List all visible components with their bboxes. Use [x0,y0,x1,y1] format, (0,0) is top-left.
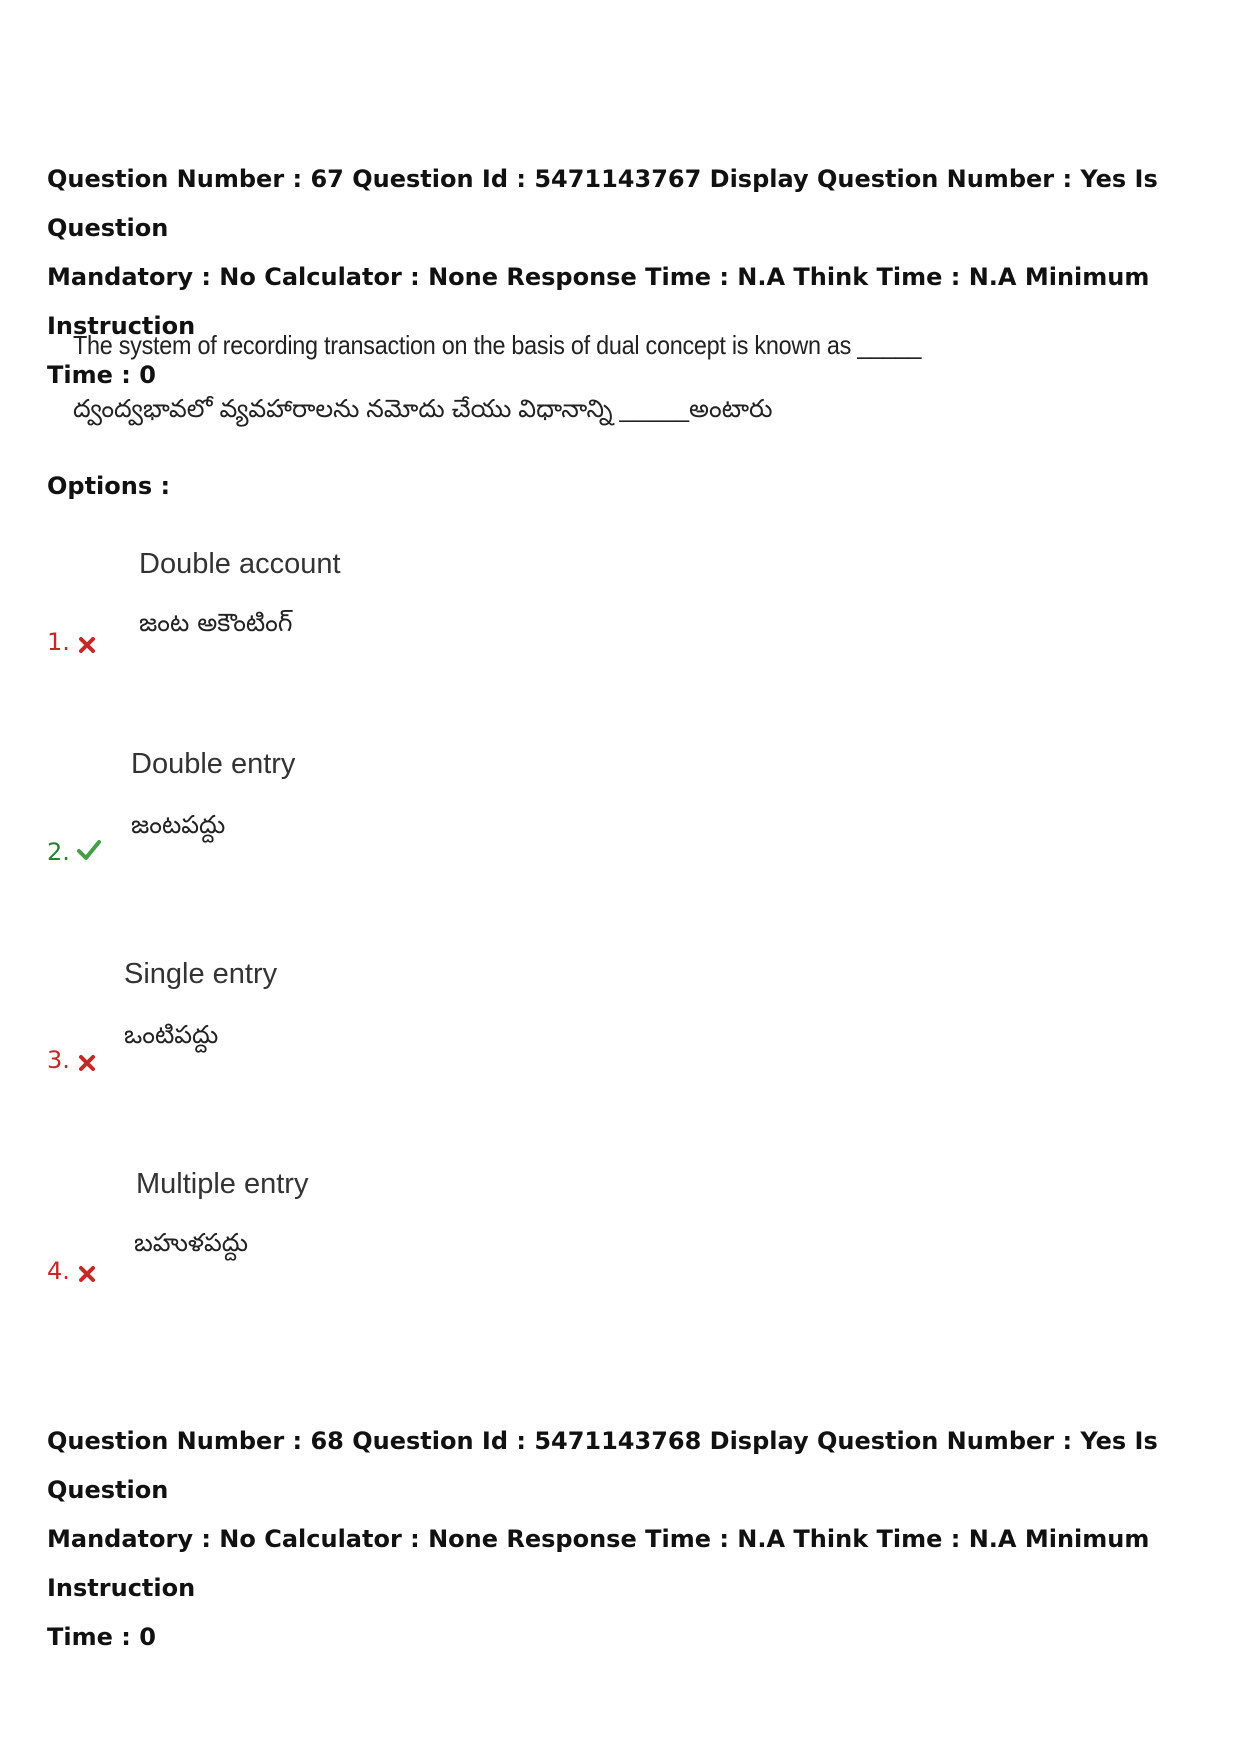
option-4-telugu: బహుళపద్దు [134,1228,249,1257]
question-text-english: The system of recording transaction on the basis of dual concept is known as _____ [73,330,922,360]
question-68-meta-line2: Mandatory : No Calculator : None Response Time : N.A Think Time : N.A Minimum Instruction [47,1525,1150,1602]
question-text-telugu: ద్వంద్వభావలో వ్యవహారాలను నమోదు చేయు విధానాన్ని _____అంటారు [73,395,773,423]
option-2-telugu: జంటపద్దు [131,810,226,839]
check-icon [77,839,101,861]
option-3-english: Single entry [124,958,278,990]
option-2 [0,740,1240,880]
question-67-meta [47,155,1207,400]
cross-icon [77,1264,97,1284]
question-67-meta-line1: Question Number : 67 Question Id : 5471143767 Display Question Number : Yes Is Question [47,165,1158,242]
option-4 [0,1160,1240,1300]
option-4-english: Multiple entry [136,1168,309,1200]
option-1-number: 1. [47,628,70,656]
cross-icon [77,635,97,655]
options-label: Options : [47,472,171,500]
option-1-english: Double account [139,548,341,580]
option-4-number: 4. [47,1257,70,1285]
option-1-telugu: జంట అకౌంటింగ్ [139,608,293,637]
option-3 [0,950,1240,1090]
option-3-telugu: ఒంటిపద్దు [124,1020,219,1049]
question-67-meta-line3: Time : 0 [47,361,156,389]
option-3-number: 3. [47,1046,70,1074]
option-2-english: Double entry [131,748,296,780]
option-1 [0,540,1240,680]
question-67-meta-line2: Mandatory : No Calculator : None Response Time : N.A Think Time : N.A Minimum Instruction [47,263,1150,340]
question-68-meta-line1: Question Number : 68 Question Id : 5471143768 Display Question Number : Yes Is Question [47,1427,1158,1504]
question-68-meta-line3: Time : 0 [47,1623,156,1651]
question-68-meta [47,1417,1207,1662]
cross-icon [77,1053,97,1073]
option-2-number: 2. [47,838,70,866]
